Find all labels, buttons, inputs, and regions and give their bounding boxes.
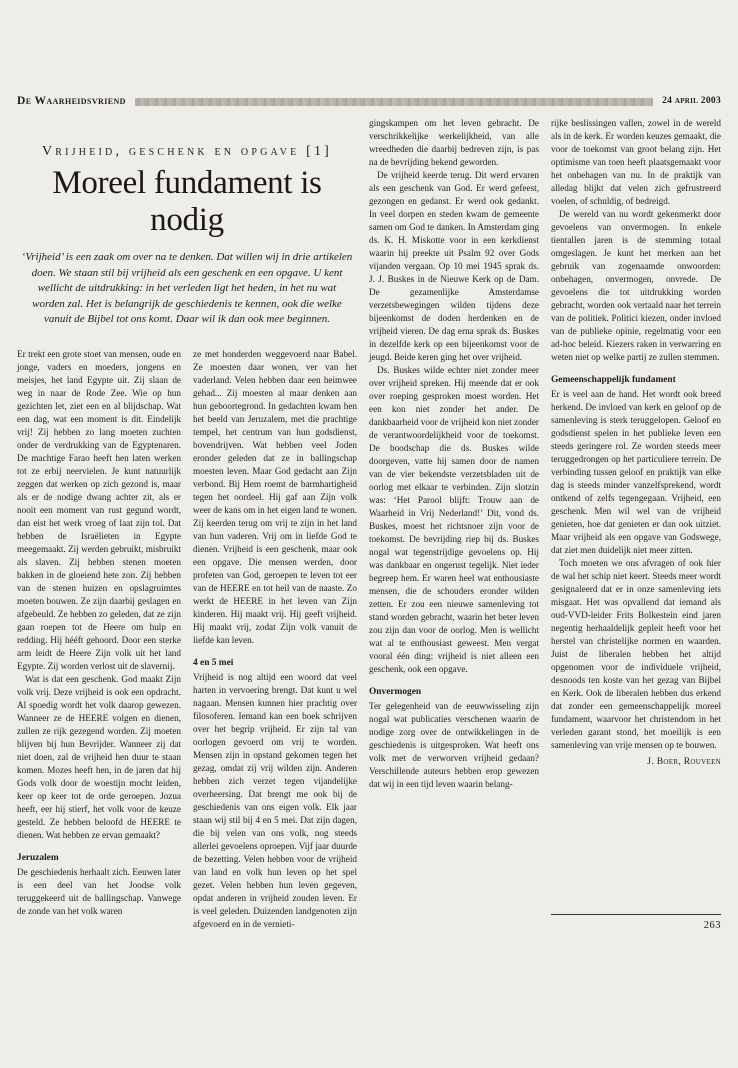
footer-rule: [551, 914, 721, 915]
paragraph: Vrijheid is nog altijd een woord dat veel harten in vervoering brengt. Dat kunt u wel nagaan. Mensen kunnen hier prachtig over filosoferen. Iemand kan een boek schrijven over het begrip vrijheid. Er zijn tal van oorlogen gevoerd om vrij te worden. Mensen zijn in opstand gekomen tegen het gezag, omdat zij vrij wilden zijn. Anderen hebben zich verzet tegen vijandelijke overheersing. Dat brengt me ook bij de geschiedenis van ons eigen volk. Elk jaar staan wij stil bij 4 en 5 mei. Dat zijn dagen, die bij velen van ons volk, nog steeds allerlei gevoelens oproepen. Vijf jaar duurde de bezetting. Velen hebben voor de vrijheid van land en volk hun leven op het spel gezet. Velen hebben hun leven gegeven, opdat anderen in vrijheid zouden leven. Er is veel geleden. Duizenden landgenoten zijn afgevoerd en in de vernieti-: [193, 671, 357, 929]
masthead-rule: [135, 98, 653, 106]
article-kicker: Vrijheid, geschenk en opgave [1]: [41, 144, 333, 159]
columns-1-2: [17, 348, 357, 931]
paragraph: Er trekt een grote stoet van mensen, oude en jonge, vaders en moeders, jongens en meisjes, het land Egypte uit. Zij slaan de weg in naar de Rode Zee. Wie op hun gezichten let, ziet een en al blijdschap. Wat een dag, wat een moment is dit. Eindelijk vrij! Zij hebben zo lang moeten zuchten onder de verdrukking van de Egyptenaren. De machtige Farao heeft hen laten werken tot ze erbij neervielen. Je kunt natuurlijk zeggen dat werken op zich gezond is, maar als er de nodige dwang achter zit, als er nooit een moment van rust gegund wordt, dan eist het werk vroeg of laat zijn tol. Dat hebben de Israëlieten in Egypte meegemaakt. Zij werden gebruikt, misbruikt als slaven. Zij hebben stenen moeten bakken in de gloeiend hete zon. Zij hebben van de stenen huizen en opslagruimtes moeten bouwen. Ze zijn daarbij geslagen en afgebeuld. Ze hebben zo geleden, dat ze zijn gaan roepen tot de Heere om hulp en redding. Hij hééft gehoord. Door een sterke arm leidt de Heere Zijn volk uit het land Egypte. Zij worden verlost uit de slavernij.: [17, 348, 181, 671]
paragraph: rijke beslissingen vallen, zowel in de wereld als in de kerk. Er worden keuzes gemaakt, die voor de toekomst van groot belang zijn. Het optimisme van toen heeft plaatsgemaakt voor het onbehagen van nu. In de praktijk van alledag blijkt dat velen zich gefrustreerd voelen, of schuldig, of bedreigd.: [551, 118, 721, 206]
column-4: [551, 117, 721, 931]
section-heading-gemeenschappelijk-fundament: Gemeenschappelijk fundament: [551, 375, 676, 385]
paragraph: Wat is dat een geschenk. God maakt Zijn volk vrij. Deze vrijheid is ook een opdracht. Al spoedig wordt het volk daarop gewezen. Wanneer ze de HEERE volgen en dienen, zullen ze rijk gezegend worden. Zij moeten blijven bij hun Bevrijder. Wanneer zij dat niet doen, zal de vrijheid hen duur te staan komen. Mozes heeft hen, in de jaren dat hij Gods volk door de woestijn mocht leiden, keer op keer tot de orde geroepen. Jozua heeft, eer hij stierf, het volk voor de keuze gesteld. Ze hebben beloofd de HEERE te dienen. Wat hebben ze ervan gemaakt?: [17, 673, 181, 840]
publication-title: De Waarheidsvriend: [17, 95, 126, 107]
column-3: [369, 117, 539, 931]
masthead: [17, 95, 721, 107]
section-heading-onvermogen: Onvermogen: [369, 687, 422, 697]
section-heading-4-en-5-mei: 4 en 5 mei: [193, 657, 234, 668]
page-footer: [551, 904, 721, 931]
paragraph: gingskampen om het leven gebracht. De verschrikkelijke werkelijkheid, van alle wreedheden die daarbij bedreven zijn, is pas na de bevrijding bekend geworden.: [369, 118, 539, 167]
paragraph: De geschiedenis herhaalt zich. Eeuwen later is een deel van het Joodse volk teruggekeerd uit de ballingschap. Vanwege de zonde van het volk waren: [17, 866, 181, 916]
paragraph: ze met honderden weggevoerd naar Babel. Ze moesten daar wonen, ver van het vaderland. Velen hebben daar een heimwee gehad... Zij moesten al maar denken aan hun geboortegrond. In gedachten kwam hen het beeld van Jeruzalem, met die prachtige tempel, het centrum van hun godsdienst, bovendrijven. Wat hebben veel Joden eronder geleden dat ze in ballingschap moesten leven. Maar God gedacht aan Zijn verbond. Bij Hem roemt de barmhartigheid tegen het oordeel. Hij gaf aan Zijn volk weer de kans om in het eigen land te wonen. Zij keerden terug om vrij te zijn in het land van hun vaderen. Vrij om in liefde God te dienen. Vrijheid is een geschenk, maar ook een opgave. Die mensen werden, door profeten van God, geroepen te leven tot eer van de HEERE en tot heil van de naaste. Zo werkt de HEERE in het leven van Zijn kinderen. Hij maakt vrij. Hij geeft vrijheid. Hij maakt vrij, zodat Zijn volk vanuit de liefde kan leven.: [193, 348, 357, 645]
column-2: [193, 348, 357, 931]
paragraph: Ter gelegenheid van de eeuwwisseling zijn nogal wat publicaties verschenen waarin de nodige zorg over de ontwikkelingen in de geschiedenis is uitgesproken. Wat heeft ons volk met de verworven vrijheid gedaan? Verschillende auteurs hebben erop gewezen dat wij in een tijd leven waarin belang-: [369, 701, 539, 789]
issue-date: 24 april 2003: [662, 96, 721, 106]
paragraph: Ds. Buskes wilde echter niet zonder meer over vrijheid spreken. Hij meende dat er ook over roeping gesproken moest worden. Het een kon niet zonder het ander. De dankbaarheid voor de vrijheid kon niet zonder de verantwoordelijkheid voor de toekomst. De boodschap die ds. Buskes wilde doorgeven, vatte hij samen door de namen van de vier bekendste verzetsbladen uit de oorlog met elkaar te verbinden. Zijn slotzin was: ‘Het Parool blijft: Trouw aan de Waarheid in Vrij Nederland!’ Dit, vond ds. Buskes, moest het richtsnoer zijn voor de toekomst. De bevrijding riep bij ds. Buskes nogal wat tegenstrijdige gevoelens op. Hij was dankbaar en ongerust tegelijk. Niet ieder begreep hem. Er waren heel wat enthousiaste mensen, die de schouders eronder wilden zetten. Er zou een nieuwe samenleving tot stand worden gebracht, waarin het beter leven zou zijn dan voor de oorlog. Men is wellicht wat al te enthousiast geweest. Men vergat vooral één ding: vrijheid is niet alleen een geschenk, ook een opgave.: [369, 365, 539, 674]
article-title: Moreel fundament is nodig: [52, 165, 322, 238]
article-intro: ‘Vrijheid’ is een zaak om over na te denken. Dat willen wij in drie artikelen doen. We staan stil bij vrijheid als een geschenk en een opgave. U kent wellicht de uitdrukking: in het verleden ligt het heden, in het nu wat worden zal. Het is belangrijk de geschiedenis te kennen, ook die welke vanuit de Bijbel tot ons komt. Daar wil ik dan ook mee beginnen.: [21, 251, 353, 326]
section-heading-jeruzalem: Jeruzalem: [17, 852, 59, 863]
byline: J. Boer, Rouveen: [647, 756, 721, 767]
column-1: [17, 348, 181, 931]
left-half: [17, 117, 357, 931]
paragraph: De vrijheid keerde terug. Dit werd ervaren als een geschenk van God. Er werd gefeest, gezongen en gedanst. Er werd ook gedankt. In veel dorpen en steden kwam de gemeente samen om God te danken. In Amsterdam ging ds. K. H. Miskotte voor in een kerkdienst waarin hij preekte uit Psalm 92 over Gods vijanden vergaan. Op 10 mei 1945 sprak ds. J. J. Buskes in de Nieuwe Kerk op de Dam. De gezamenlijke Amsterdamse verzetsbewegingen wilden tijdens deze bijeenkomst de doden herdenken en de vrijheid vieren. De dag erna sprak ds. Buskes in dezelfde kerk op een bijeenkomst voor de jeugd. Beide keren ging het over vrijheid.: [369, 170, 539, 362]
paragraph: Toch moeten we ons afvragen of ook hier de wal het schip niet keert. Steeds meer wordt gesignaleerd dat er in onze samenleving iets misgaat. Het was opvallend dat iemand als oud-VVD-leider Frits Bolkestein eind jaren negentig herhaaldelijk gepleit heeft voor het herstel van christelijke normen en waarden. Juist de liberalen hebben het altijd opgenomen voor de individuele vrijheid, desnoods ten koste van het gezag van Bijbel en Kerk. Ook de liberalen hebben dus erkend dat zonder een gemeenschappelijk moreel fundament, waarvoor het christendom in het verleden garant stond, het moeilijk is een samenleving van vrije mensen op te bouwen.: [551, 558, 721, 750]
article-body: [17, 117, 721, 931]
page-number: 263: [703, 919, 721, 931]
paragraph: De wereld van nu wordt gekenmerkt door gevoelens van onvermogen. In enkele tientallen jaren is de stemming totaal omgeslagen. Je kunt het merken aan het gebruik van zogenaamde onwoorden: onbehagen, onvermogen, onvrede. De gevoelens die tot uitdrukking worden gebracht, worden ook vertaald naar het terrein van de politiek. Politici kiezen, onder invloed van de publieke opinie, regelmatig voor een ad-hoc beleid. Kiezers raken in verwarring en weten niet op welke partij ze zullen stemmen.: [551, 209, 721, 362]
article-head: [17, 117, 357, 328]
paragraph: Er is veel aan de hand. Het wordt ook breed herkend. De invloed van kerk en geloof op de samenleving is sterk teruggelopen. Geloof en godsdienst spelen in het publieke leven een steeds geringere rol. Ze worden steeds meer teruggedrongen op het particuliere terrein. De verbinding tussen geloof en praktijk van elke dag is steeds minder vanzelfsprekend, wordt ontkend of zelfs tegengegaan. Vrijheid, een geschenk. Men wil wel van de vrijheid genieten, hoe dat genieten er dan ook uitziet. Maar vrijheid als een opgave van Godswege, dat ziet men duidelijk niet meer zitten.: [551, 389, 721, 555]
